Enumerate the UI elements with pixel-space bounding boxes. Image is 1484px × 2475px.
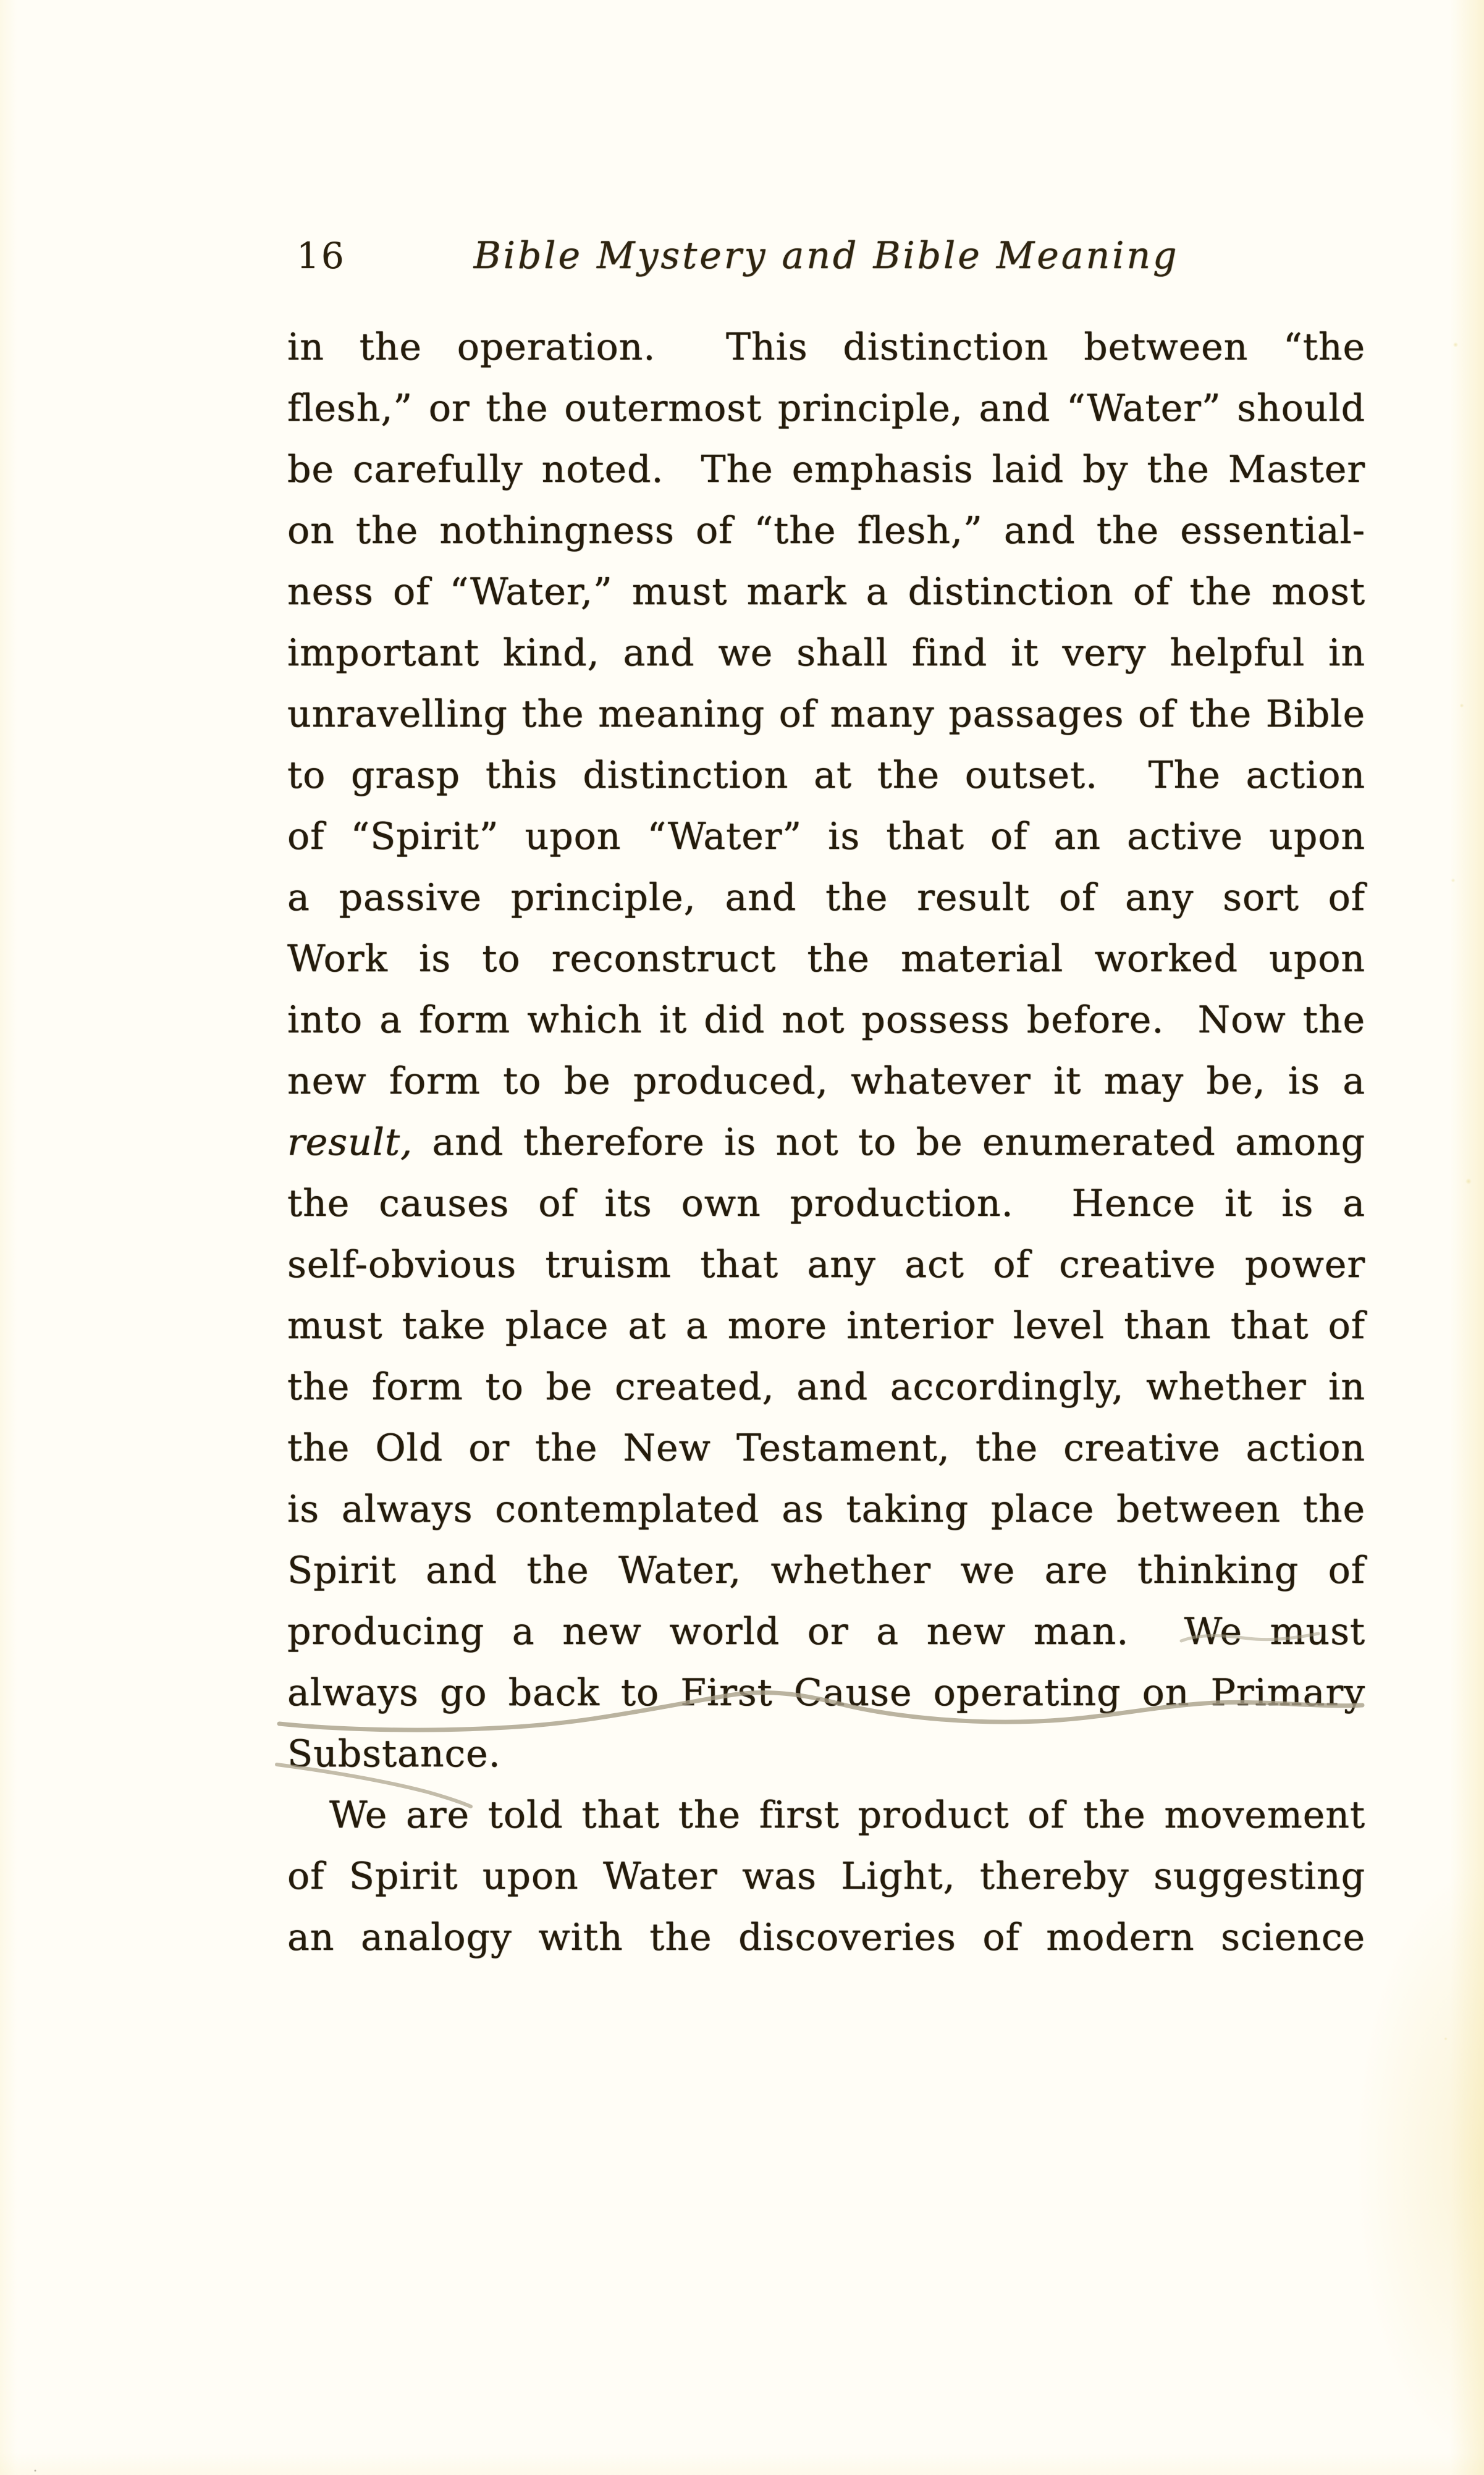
text-line: must take place at a more interior level than that of xyxy=(287,1304,1365,1347)
text-line: the causes of its own production. Hence it is a xyxy=(287,1182,1365,1225)
text-line: into a form which it did not possess before. Now the xyxy=(287,998,1365,1042)
text-line: important kind, and we shall find it very helpful in xyxy=(287,631,1365,675)
italic-word: result, xyxy=(287,1121,413,1164)
text-line: on the nothingness of “the flesh,” and the essential- xyxy=(287,509,1365,552)
text-line: of “Spirit” upon “Water” is that of an active upon xyxy=(287,815,1365,858)
page-header xyxy=(287,228,1365,284)
text-line: be carefully noted. The emphasis laid by the Master xyxy=(287,448,1365,491)
text-line: the form to be created, and accordingly, whether in xyxy=(287,1365,1365,1409)
text-line: unravelling the meaning of many passages of the Bible xyxy=(287,693,1365,736)
text-line: the Old or the New Testament, the creative action xyxy=(287,1427,1365,1470)
text-line: a passive principle, and the result of any sort of xyxy=(287,876,1365,919)
text-line: in the operation. This distinction between “the xyxy=(287,326,1365,369)
text-line: Substance. xyxy=(287,1732,501,1776)
text-line xyxy=(287,1112,1365,1173)
text-line: to grasp this distinction at the outset. The action xyxy=(287,754,1365,797)
text-line: always go back to First Cause operating on Primary xyxy=(287,1671,1365,1714)
running-title: Bible Mystery and Bible Meaning xyxy=(473,234,1179,277)
text-line: We are told that the first product of the movement xyxy=(329,1794,1365,1837)
text-line: new form to be produced, whatever it may be, is a xyxy=(287,1060,1365,1103)
text-line: producing a new world or a new man. We must xyxy=(287,1610,1365,1653)
text-line: an analogy with the discoveries of modern science xyxy=(287,1916,1365,1959)
text-line: is always contemplated as taking place between the xyxy=(287,1488,1365,1531)
text-line: ness of “Water,” must mark a distinction of the most xyxy=(287,570,1365,613)
body-text xyxy=(287,317,1365,1968)
line-text: and therefore is not to be enumerated among xyxy=(413,1121,1365,1164)
text-line: self-obvious truism that any act of creative power xyxy=(287,1243,1365,1286)
text-line: flesh,” or the outermost principle, and “Water” should xyxy=(287,387,1365,430)
text-line: of Spirit upon Water was Light, thereby suggesting xyxy=(287,1855,1365,1898)
page-number: 16 xyxy=(297,235,346,277)
text-line: Spirit and the Water, whether we are thinking of xyxy=(287,1549,1365,1592)
text-line: Work is to reconstruct the material worked upon xyxy=(287,937,1365,980)
